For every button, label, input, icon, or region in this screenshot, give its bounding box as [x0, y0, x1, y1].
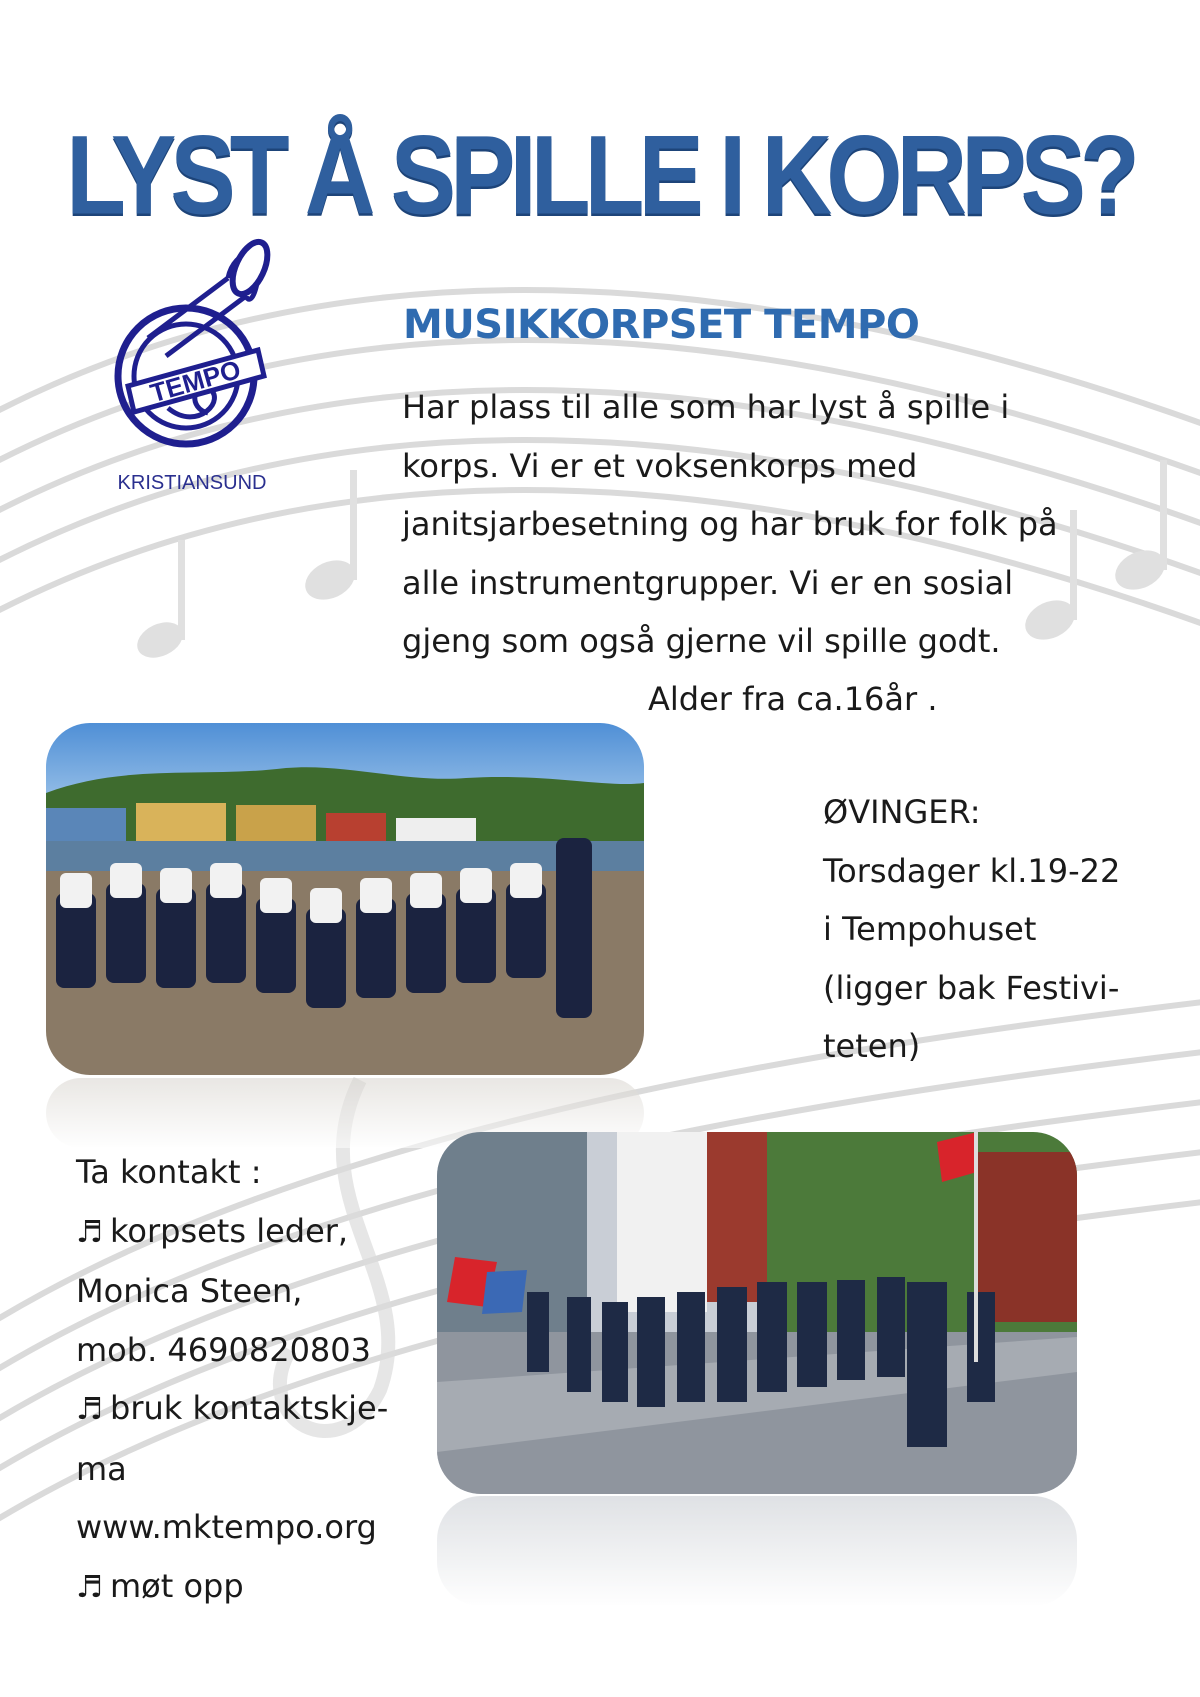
- age-requirement: Alder fra ca.16år .: [648, 680, 938, 718]
- contact-item-show-up: [76, 1557, 436, 1618]
- intro-line: gjeng som også gjerne vil spille godt.: [402, 622, 1001, 660]
- contact-line: Monica Steen,: [76, 1272, 303, 1310]
- contact-heading: Ta kontakt :: [76, 1153, 262, 1191]
- music-note-icon: ♬: [76, 1214, 103, 1250]
- band-concert-photo: [46, 723, 644, 1075]
- intro-paragraph: [402, 378, 1082, 671]
- intro-line: korps. Vi er et voksenkorps med: [402, 446, 918, 485]
- intro-line: Har plass til alle som har lyst å spille i: [402, 388, 1010, 426]
- rehearsal-heading: ØVINGER:: [823, 793, 981, 831]
- website-link[interactable]: www.mktempo.org: [76, 1508, 377, 1546]
- contact-phone: mob. 4690820803: [76, 1330, 371, 1369]
- rehearsal-line: Torsdager kl.19-22: [823, 851, 1121, 890]
- music-note-icon: ♬: [76, 1569, 103, 1605]
- rehearsal-line: i Tempohuset: [823, 910, 1037, 948]
- headline: LYST Å SPILLE I KORPS?: [66, 111, 1134, 238]
- intro-line: alle instrumentgrupper. Vi er en sosial: [402, 563, 1014, 602]
- contact-line: møt opp: [110, 1566, 244, 1605]
- rehearsal-info: [823, 783, 1183, 1076]
- logo-caption: KRISTIANSUND: [117, 472, 267, 494]
- music-note-icon: ♬: [76, 1392, 103, 1427]
- rehearsal-line: teten): [823, 1027, 921, 1065]
- contact-line: korpsets leder,: [110, 1211, 349, 1250]
- tempo-logo: [108, 238, 278, 498]
- marching-band-photo-reflection: [437, 1496, 1077, 1606]
- rehearsal-line: (ligger bak Festivi-: [823, 968, 1120, 1007]
- contact-line: ma: [76, 1449, 127, 1488]
- intro-line: janitsjarbesetning og har bruk for folk på: [402, 505, 1058, 543]
- marching-band-photo: [437, 1132, 1077, 1494]
- logo-ring-text: TEMPO: [146, 353, 245, 409]
- french-horn-icon: [118, 238, 275, 444]
- contact-line: bruk kontaktskje-: [110, 1389, 389, 1427]
- contact-info: [76, 1143, 436, 1617]
- contact-item-leader: [76, 1202, 436, 1263]
- band-name: MUSIKKORPSET TEMPO: [403, 302, 920, 348]
- contact-item-form: [76, 1379, 436, 1440]
